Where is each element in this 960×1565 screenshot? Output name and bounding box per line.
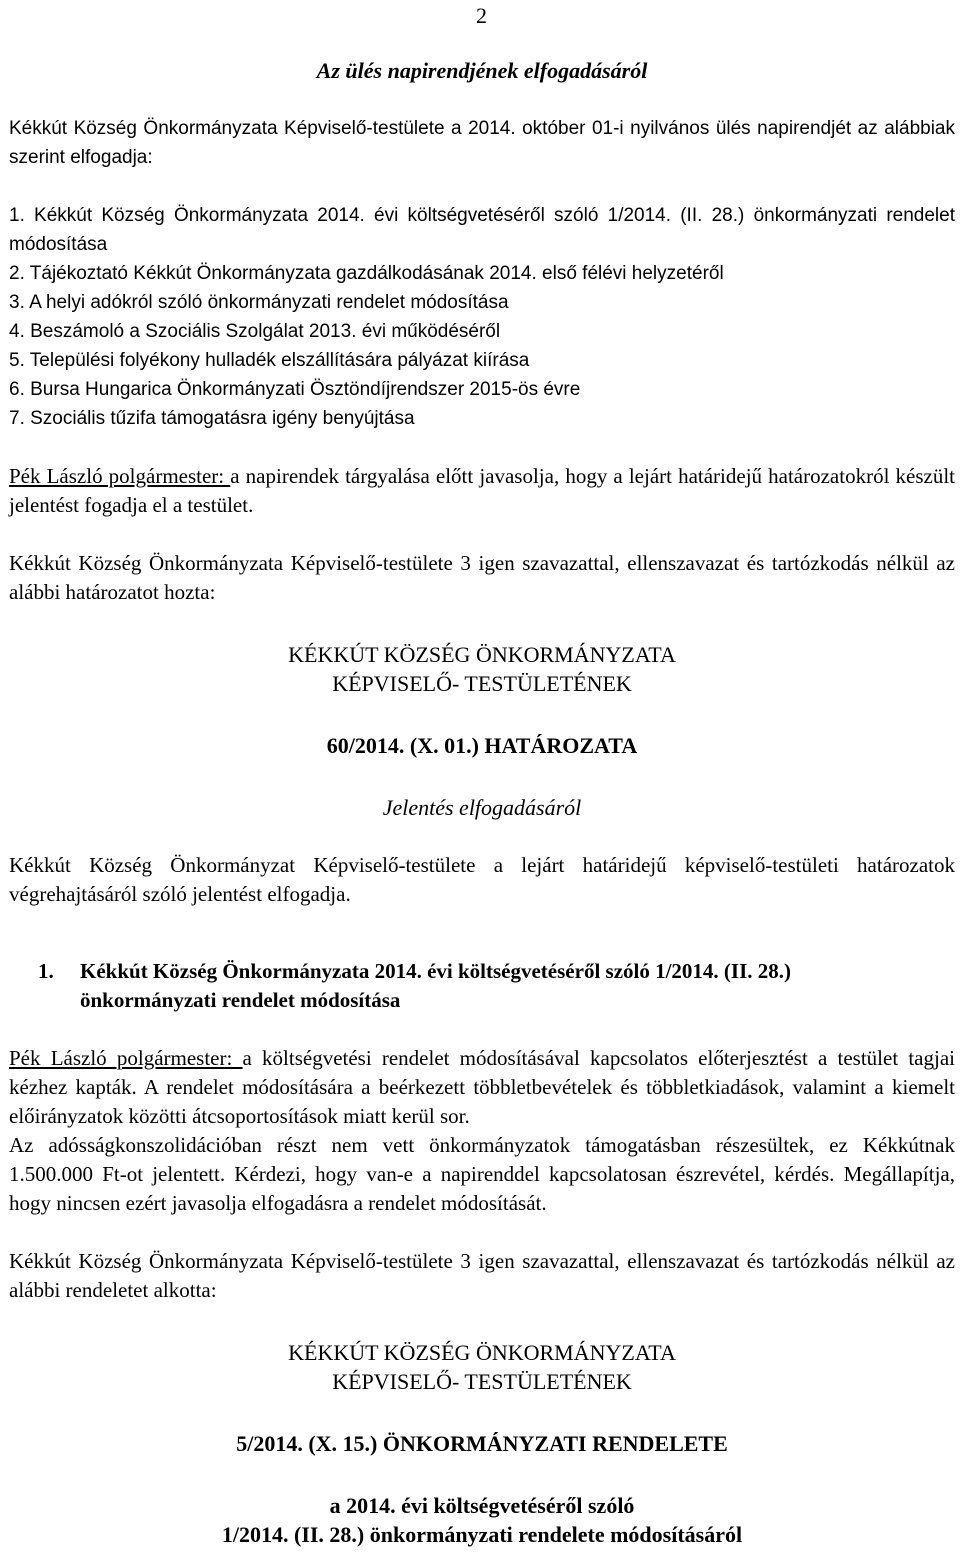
agenda-heading: Az ülés napirendjének elfogadásáról: [316, 58, 648, 83]
resolution-number: 60/2014. (X. 01.) HATÁROZATA: [326, 733, 638, 758]
agenda-item: 2. Tájékoztató Kékkút Önkormányzata gazdálkodásának 2014. első félévi helyzetéről: [9, 263, 724, 284]
agenda-item: 3. A helyi adókról szóló önkormányzati rendelet módosítása: [9, 292, 509, 313]
section-title-line1: Kékkút Község Önkormányzata 2014. évi költségvetéséről szóló 1/2014. (II. 28.): [80, 959, 792, 983]
agenda-item: 7. Szociális tűzifa támogatásra igény benyújtása: [9, 408, 415, 429]
vote-statement-1: Kékkút Község Önkormányzata Képviselő-testülete 3 igen szavazattal, ellenszavazat és tartózkodás nélkül az alábbi határozatot hozta:: [9, 551, 955, 604]
mayor-statement-1: [9, 462, 955, 520]
resolution-text: Kékkút Község Önkormányzat Képviselő-testülete a lejárt határidejű képviselő-testületi határozatok végrehajtásáról szóló jelentést elfogadja.: [9, 853, 955, 906]
debt-paragraph: Az adósságkonszolidációban részt nem vett önkormányzatok támogatásban részesültek, ez Kékkútnak 1.500.000 Ft-ot jelentett. Kérdezi, hogy van-e a napirenddel kapcsolatosan észrevétel, kérdés. Megállapítja, hogy nincsen ezért javasolja elfogadásra a rendelet módosítását.: [9, 1133, 955, 1215]
decree-number: 5/2014. (X. 15.) ÖNKORMÁNYZATI RENDELETE: [236, 1431, 728, 1456]
page-content: [9, 56, 955, 1549]
speaker-label: Pék László polgármester:: [9, 1046, 243, 1070]
statement-text: a napirendek tárgyalása előtt javasolja, hogy a lejárt határidejű határozatokról készült jelentést fogadja el a testület.: [9, 464, 955, 517]
section-number: 1.: [38, 959, 54, 983]
agenda-item: 1. Kékkút Község Önkormányzata 2014. évi költségvetéséről szóló 1/2014. (II. 28.) önkormányzati rendelet módosítása: [9, 205, 955, 255]
page-number: 2: [476, 3, 487, 28]
section-title-line2: önkormányzati rendelet módosítása: [80, 988, 401, 1012]
agenda-item: 6. Bursa Hungarica Önkormányzati Ösztöndíjrendszer 2015-ös évre: [9, 379, 581, 400]
body-title-line2: KÉPVISELŐ- TESTÜLETÉNEK: [332, 1369, 632, 1394]
agenda-item: 5. Települési folyékony hulladék elszállítására pályázat kiírása: [9, 350, 530, 371]
statement-text: a költségvetési rendelet módosításával kapcsolatos előterjesztést a testület tagjai kézhez kapták. A rendelet módosítására a beérkezett többletbevételek és többletkiadások, valamint a kiemelt előirányzatok közötti átcsoportosítások miatt kerül sor.: [9, 1046, 955, 1128]
body-title-line1: KÉKKÚT KÖZSÉG ÖNKORMÁNYZATA: [288, 642, 676, 667]
section-1-title: [9, 957, 955, 1015]
resolution-subject: Jelentés elfogadásáról: [382, 795, 582, 820]
vote-statement-2: Kékkút Község Önkormányzata Képviselő-testülete 3 igen szavazattal, ellenszavazat és tartózkodás nélkül az alábbi rendeletet alkotta:: [9, 1249, 955, 1302]
agenda-intro: Kékkút Község Önkormányzata Képviselő-testülete a 2014. október 01-i nyilvános ülés napirendjét az alábbiak szerint elfogadja:: [9, 118, 955, 168]
body-title-line2: KÉPVISELŐ- TESTÜLETÉNEK: [332, 671, 632, 696]
mayor-statement-2: [9, 1044, 955, 1131]
body-title-line1: KÉKKÚT KÖZSÉG ÖNKORMÁNYZATA: [288, 1340, 676, 1365]
speaker-label: Pék László polgármester:: [9, 464, 231, 488]
agenda-item: 4. Beszámoló a Szociális Szolgálat 2013. évi működéséről: [9, 321, 501, 342]
decree-subject-line1: a 2014. évi költségvetéséről szóló: [329, 1493, 635, 1518]
decree-subject-line2: 1/2014. (II. 28.) önkormányzati rendelete módosításáról: [221, 1522, 743, 1547]
agenda-list: [9, 201, 955, 433]
